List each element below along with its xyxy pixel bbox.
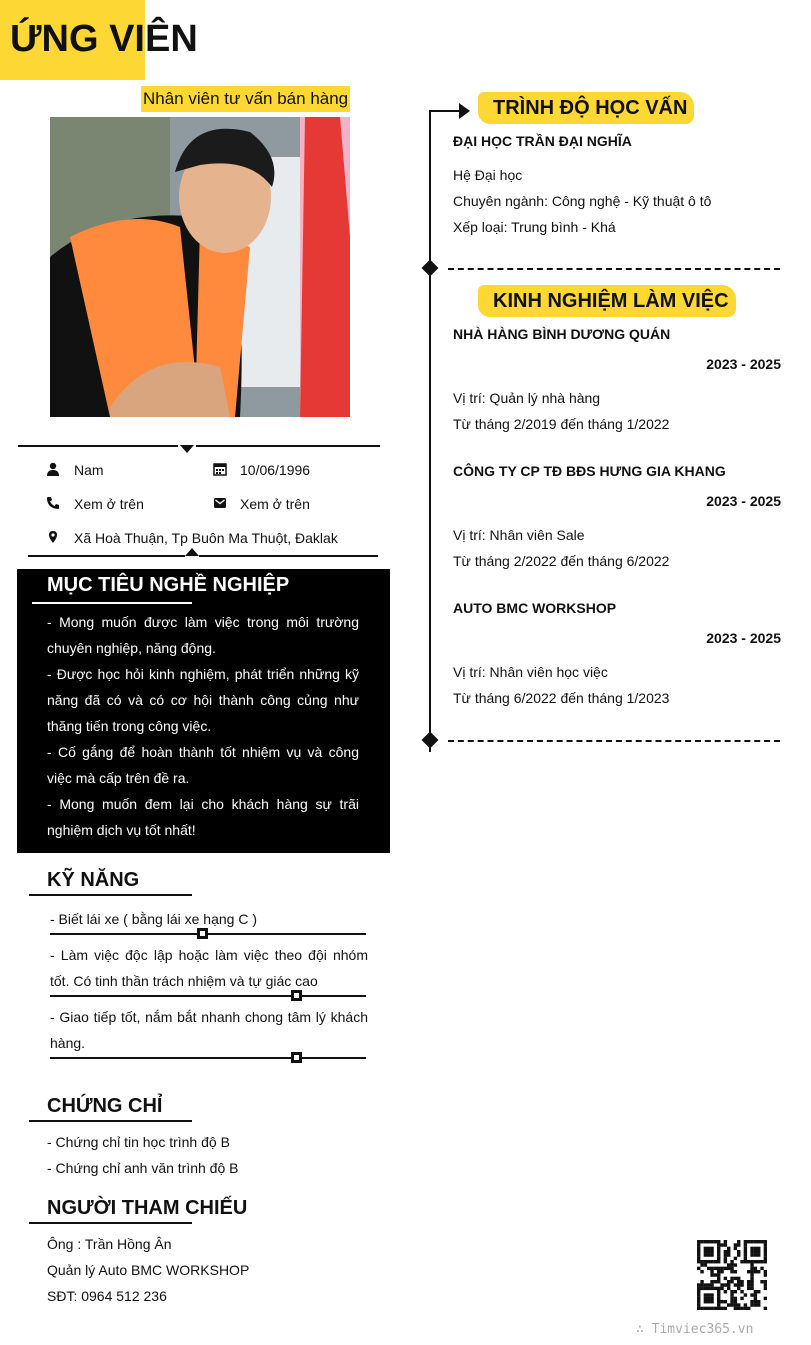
user-icon [46,462,60,476]
timeline-arrow-icon [459,103,470,119]
objective-item: - Mong muốn đem lại cho khách hàng sự trãi nghiệm dịch vụ tốt nhất! [47,796,359,838]
skill-item: - Giao tiếp tốt, nắm bắt nhanh chong tâm lý khách hàng. [50,1009,368,1051]
job-position: Vị trí: Nhân viên học việc [453,664,608,680]
education-divider [448,268,780,270]
skill-bar [50,995,366,997]
qr-code[interactable] [697,1240,767,1310]
job-position: Vị trí: Nhân viên Sale [453,527,585,543]
email-value: Xem ở trên [240,496,310,512]
education-title: TRÌNH ĐỘ HỌC VẤN [493,97,688,119]
watermark: ∴ Timviec365.vn [636,1322,754,1337]
skill-level-knob [291,990,302,1001]
certificates-underline [29,1120,192,1122]
education-line: Chuyên ngành: Công nghệ - Kỹ thuật ô tô [453,193,712,209]
timeline-line [429,112,431,752]
skill-bar [50,933,366,935]
objective-title: MỤC TIÊU NGHỀ NGHIỆP [47,574,290,596]
info-divider-bottom-left [28,555,185,557]
timeline-diamond [422,260,439,277]
info-divider-arrow-up [185,548,199,556]
education-school: ĐẠI HỌC TRẦN ĐẠI NGHĨA [453,133,632,149]
job-position: Vị trí: Quản lý nhà hàng [453,390,601,406]
phone-icon [46,496,60,510]
skill-bar [50,1057,366,1059]
candidate-name: ỨNG VIÊN [10,18,198,60]
job-years: 2023 - 2025 [706,493,781,509]
education-line: Hệ Đại học [453,167,523,183]
timeline-top-line [429,110,459,112]
objective-item: - Cố gắng để hoàn thành tốt nhiệm vụ và công việc mà cấp trên đề ra. [47,744,359,786]
address-value: Xã Hoà Thuận, Tp Buôn Ma Thuột, Đaklak [74,530,338,546]
job-title: Nhân viên tư vấn bán hàng [141,86,350,112]
objective-item: - Mong muốn được làm việc trong môi trường chuyên nghiệp, năng động. [47,614,359,656]
experience-title: KINH NGHIỆM LÀM VIỆC [493,290,729,312]
skill-level-knob [291,1052,302,1063]
objective-item: - Được học hỏi kinh nghiệm, phát triển những kỹ năng đã có và có cơ hội thành công củng như thăng tiến trong công việc. [47,666,359,734]
job-company: CÔNG TY CP TĐ BĐS HƯNG GIA KHANG [453,463,726,479]
info-divider-bottom-right [199,555,378,557]
certificates-title: CHỨNG CHỈ [47,1095,163,1117]
profile-photo [50,117,350,417]
skill-item: - Biết lái xe ( bằng lái xe hạng C ) [50,911,257,927]
reference-title: NGƯỜI THAM CHIẾU [47,1197,248,1219]
envelope-icon [213,496,227,510]
education-line: Xếp loại: Trung bình - Khá [453,219,616,235]
job-period: Từ tháng 2/2022 đến tháng 6/2022 [453,553,670,569]
skills-title: KỸ NĂNG [47,869,140,891]
job-years: 2023 - 2025 [706,356,781,372]
map-pin-icon [46,530,60,544]
reference-underline [29,1222,192,1224]
timeline-diamond [422,732,439,749]
job-period: Từ tháng 2/2019 đến tháng 1/2022 [453,416,670,432]
job-company: NHÀ HÀNG BÌNH DƯƠNG QUÁN [453,326,671,342]
certificate-item: - Chứng chỉ anh văn trình độ B [47,1160,239,1176]
certificate-item: - Chứng chỉ tin học trình độ B [47,1134,230,1150]
reference-name: Ông : Trần Hồng Ân [47,1236,172,1252]
skill-level-knob [197,928,208,939]
reference-phone: SĐT: 0964 512 236 [47,1288,167,1304]
job-years: 2023 - 2025 [706,630,781,646]
skill-item: - Làm việc độc lập hoặc làm việc theo đội nhóm tốt. Có tinh thần trách nhiệm và tự giác cao [50,947,368,989]
calendar-icon [213,462,227,476]
reference-position: Quản lý Auto BMC WORKSHOP [47,1262,250,1278]
phone-value: Xem ở trên [74,496,144,512]
info-divider-arrow [180,445,194,453]
experience-divider [448,740,780,742]
info-divider-top-left [18,445,178,447]
job-period: Từ tháng 6/2022 đến tháng 1/2023 [453,690,670,706]
job-company: AUTO BMC WORKSHOP [453,600,617,616]
objective-underline [32,602,192,604]
birthday-value: 10/06/1996 [240,462,311,478]
objective-text [47,609,359,843]
skills-underline [29,894,192,896]
info-divider-top-right [196,445,380,447]
gender-value: Nam [74,462,104,478]
